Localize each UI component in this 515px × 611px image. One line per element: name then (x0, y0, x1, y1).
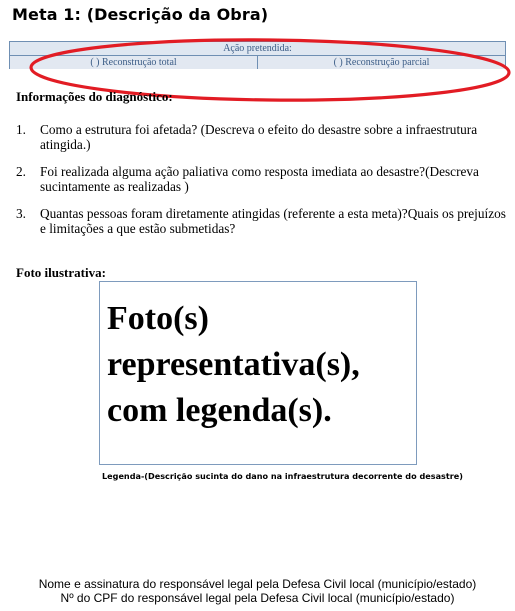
photo-placeholder-line: representativa(s), (107, 346, 360, 383)
action-options-row (10, 56, 505, 69)
action-table-header: Ação pretendida: (10, 42, 505, 56)
signature-line: Nome e assinatura do responsável legal pela Defesa Civil local (município/estado) (38, 577, 477, 591)
option-full-reconstruction[interactable]: ( ) Reconstrução total (10, 56, 258, 69)
photo-label: Foto ilustrativa: (16, 265, 106, 280)
question-number: 3. (16, 206, 26, 221)
question-text: Foi realizada alguma ação paliativa como resposta imediata ao desastre?(Descreva sucintamente as realizadas ) (40, 164, 479, 194)
question-text: Como a estrutura foi afetada? (Descreva o efeito do desastre sobre a infraestrutura atingida.) (40, 122, 478, 152)
action-table (9, 41, 506, 69)
page-title: Meta 1: (Descrição da Obra) (12, 5, 269, 24)
photo-placeholder-text (107, 296, 412, 434)
diagnostics-heading: Informações do diagnóstico: (16, 89, 173, 104)
question-number: 2. (16, 164, 26, 179)
photo-caption: Legenda-(Descrição sucinta do dano na infraestrutura decorrente do desastre) (102, 471, 463, 481)
photo-placeholder-line: Foto(s) (107, 300, 209, 337)
option-partial-reconstruction[interactable]: ( ) Reconstrução parcial (258, 56, 505, 69)
cpf-line: Nº do CPF do responsável legal pela Defesa Civil local (município/estado) (60, 591, 455, 605)
photo-placeholder-line: com legenda(s). (107, 392, 332, 429)
photo-placeholder-box (99, 281, 417, 465)
question-number: 1. (16, 122, 26, 137)
question-text: Quantas pessoas foram diretamente atingidas (referente a esta meta)?Quais os prejuízos e limitações a que estão submetidas? (40, 206, 506, 236)
